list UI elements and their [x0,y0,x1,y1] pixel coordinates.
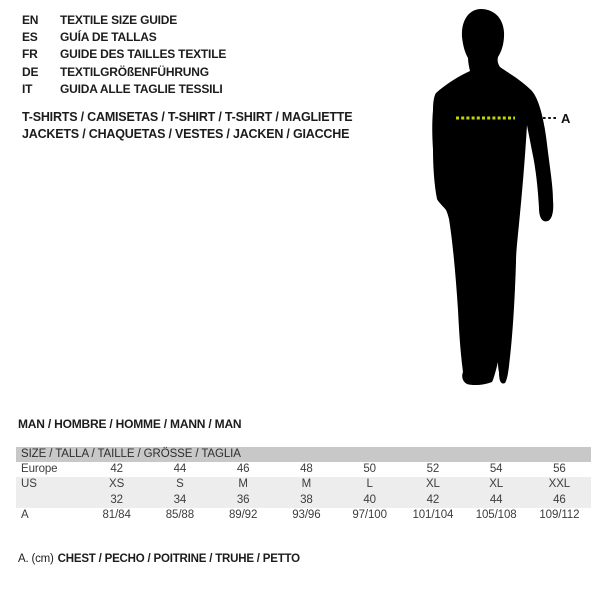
footnote-prefix: A. (cm) [18,553,54,565]
table-cell: 54 [489,463,503,475]
table-cell: M [238,478,248,491]
man-silhouette [432,9,553,385]
table-cell: 42 [110,463,123,475]
table-cell: 56 [553,463,566,475]
man-silhouette-figure [403,4,573,404]
table-cell: 85/88 [165,509,195,522]
table-cell: 89/92 [228,509,258,522]
size-table-body [16,462,591,524]
table-cell: L [366,478,373,491]
language-row-it [22,81,226,98]
table-cell: 50 [363,463,376,475]
language-label: GUIDA ALLE TAGLIE TESSILI [60,81,223,96]
size-table [16,447,591,524]
table-cell: 38 [300,493,313,506]
table-cell: S [176,478,184,491]
language-code: EN [22,13,39,27]
language-code: DE [22,64,39,79]
table-cell: 34 [173,493,187,506]
table-cell: 97/100 [352,509,387,522]
table-cell: 101/104 [412,509,454,522]
table-cell: 46 [236,463,250,475]
language-label: TEXTILE SIZE GUIDE [60,13,178,27]
language-row-de [22,64,226,81]
table-cell: 40 [363,493,376,506]
table-cell: 44 [173,463,187,475]
row-label: Europe [21,463,58,475]
row-label [16,493,85,508]
table-cell: M [301,478,312,491]
category-line-jackets: JACKETS / CHAQUETAS / VESTES / JACKEN / GIACCHE [22,127,350,141]
table-row-us [16,477,591,492]
table-cell: 44 [489,493,503,506]
table-cell: 46 [553,493,566,506]
table-cell: XS [109,478,125,491]
language-row-fr [22,46,226,63]
table-cell: 81/84 [102,509,131,522]
size-table-header: SIZE / TALLA / TAILLE / GRÖSSE / TAGLIA [16,447,591,462]
language-list [22,12,226,98]
language-label: GUIDE DES TAILLES TEXTILE [60,47,227,62]
table-row-chest-a [16,508,591,523]
language-label: GUÍA DE TALLAS [60,30,157,45]
category-line-tshirts: T-SHIRTS / CAMISETAS / T-SHIRT / T-SHIRT / MAGLIETTE [22,110,353,124]
table-cell: 36 [236,493,250,506]
table-cell: 48 [300,463,313,475]
footnote-text: CHEST / PECHO / POITRINE / TRUHE / PETTO [57,553,300,565]
row-label: A [21,509,29,522]
language-row-en [22,12,226,29]
table-cell: 42 [426,493,440,506]
table-cell: 32 [110,493,123,506]
table-cell: XL [425,478,440,491]
measurement-footnote [18,553,300,565]
table-row-europe [16,462,591,477]
section-heading-man: MAN / HOMBRE / HOMME / MANN / MAN [18,417,242,431]
table-cell: 109/112 [539,509,580,522]
table-cell: 105/108 [475,509,517,522]
category-block [22,109,352,143]
language-code: ES [22,30,38,45]
table-cell: XXL [548,478,571,491]
table-cell: XL [489,478,504,491]
language-label: TEXTILGRÖßENFÜHRUNG [60,64,209,79]
measure-label-a: A [561,111,571,126]
language-row-es [22,29,226,46]
table-cell: 52 [426,463,440,475]
table-cell: 93/96 [292,509,321,522]
language-code: FR [22,47,38,62]
row-label: US [21,478,37,491]
language-code: IT [22,81,33,96]
table-row-us-numeric [16,493,591,508]
